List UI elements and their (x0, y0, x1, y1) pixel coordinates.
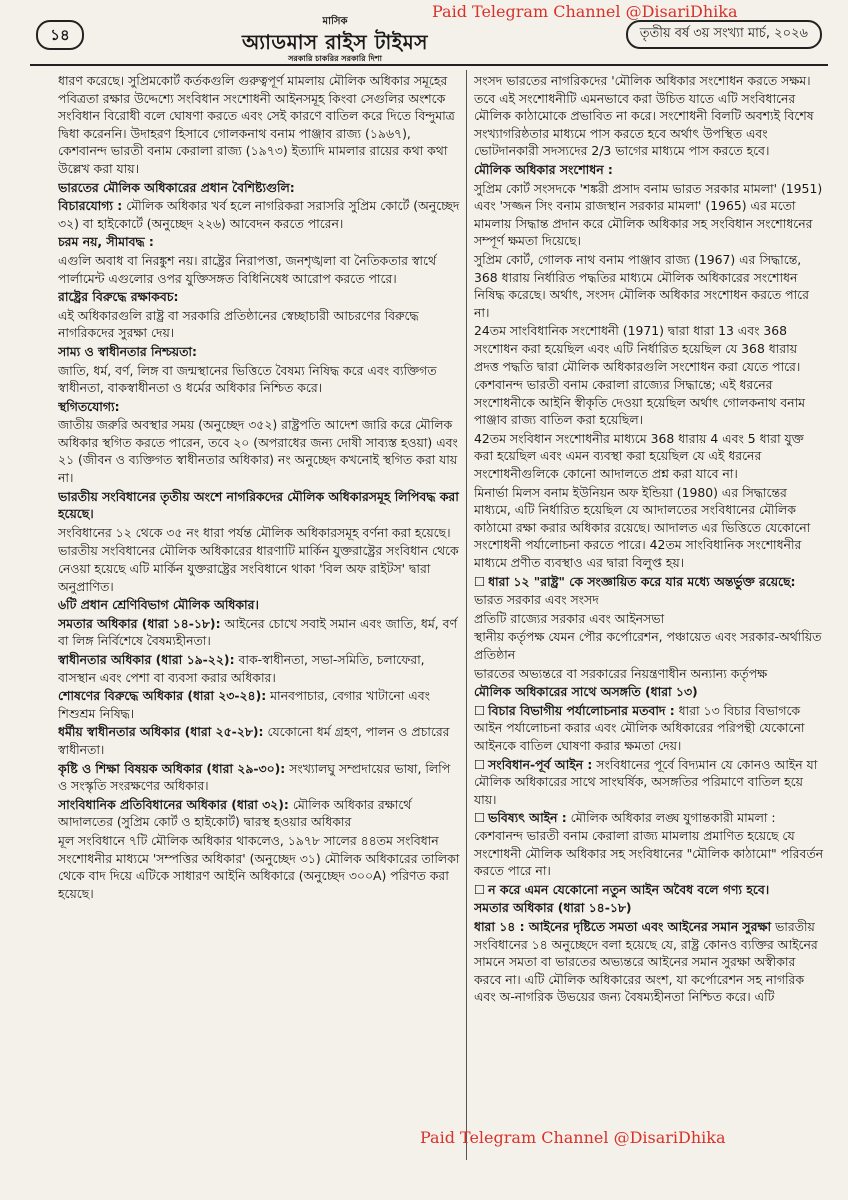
paragraph: মূল সংবিধানে ৭টি মৌলিক অধিকার থাকলেও, ১৯৭৮ সালের ৪৪তম সংবিধান সংশোধনীর মাধ্যমে 'সম্পত্তির অধিকার' (অনুচ্ছেদ ৩১) মৌলিক অধিকারের তালিকা থেকে বাদ দিয়ে এটিকে সাধারণ আইনি অধিকারে (অনুচ্ছেদ ৩০০A) পরিণত করা হয়েছে। (58, 832, 460, 901)
section-heading: স্থগিতযোগ্য: (58, 398, 120, 414)
item-label: সমতার অধিকার (ধারা ১৪-১৮): (58, 615, 221, 631)
item-label: বিচার বিভাগীয় পর্যালোচনার মতবাদ : (488, 702, 675, 718)
paragraph: জাতি, ধর্ম, বর্ণ, লিঙ্গ বা জন্মস্থানের ভিত্তিতে বৈষম্য নিষিদ্ধ করে এবং ব্যক্তিগত স্বাধীনতা, বাকস্বাধীনতা ও ধর্মের অধিকার নিশ্চিত করে। (58, 362, 437, 396)
checkbox-item (474, 702, 824, 755)
section-heading: সমতার অধিকার (ধারা ১৪-১৮) (474, 900, 632, 916)
item-label: বিচারযোগ্য : (58, 198, 123, 214)
item-label: স্বাধীনতার অধিকার (ধারা ১৯-২২): (58, 652, 235, 667)
right-column (474, 72, 824, 1170)
section-heading: সাম্য ও স্বাধীনতার নিশ্চয়তা: (58, 343, 197, 359)
paragraph: কেশবানন্দ ভারতী বনাম কেরালা রাজ্যের সিদ্ধান্তে; এই ধরনের সংশোধনীকে আইনি স্বীকৃতি দেওয়া হয়েছিল অর্থাৎ গোলকনাথ বনাম পাঞ্জাব রাজ্য বাতিল করা হয়েছিল। (474, 377, 805, 428)
paragraph: সুপ্রিম কোর্ট, গোলক নাথ বনাম পাঞ্জাব রাজ্য (1967) এর সিদ্ধান্তে, 368 ধারায় নির্ধারিত পদ্ধতির মাধ্যমে মৌলিক অধিকারের সংশোধন নিষিদ্ধ করেছে। অর্থাৎ, সংসদ মৌলিক অধিকার সংশোধন করতে পারে না। (474, 251, 809, 320)
watermark-top: Paid Telegram Channel @DisariDhika (432, 2, 738, 21)
page-header (30, 14, 828, 62)
item-text: ধারা ১৩ বিচার বিভাগকে আইন পর্যালোচনা করার এবং মৌলিক অধিকারের পরিপন্থী যেকোনো আইনকে বাতিল ঘোষণা করার ক্ষমতা দেয়। (474, 702, 805, 753)
list-item (58, 197, 462, 232)
item-text: মৌলিক অধিকার লঙ্ঘ যুগান্তকারী মামলা : কেশবানন্দ ভারতী বনাম কেরালা রাজ্য মামলায় প্রমাণিত হয়েছে যে সংশোধনী মৌলিক অধিকার সহ সংবিধানের "মৌলিক কাঠামো" পরিবর্তন করতে পারে না। (474, 810, 824, 879)
checkbox-item (474, 881, 824, 899)
left-column (58, 72, 462, 1170)
paragraph: 24তম সাংবিধানিক সংশোধনী (1971) দ্বারা ধারা 13 এবং 368 সংশোধন করা হয়েছিল এবং এটি নির্ধারিত হয়েছিল যে 368 ধারায় প্রদত্ত পদ্ধতি দ্বারা মৌলিক অধিকারগুলি সংশোধন করা যেতে পারে। (474, 323, 801, 374)
list-item (58, 615, 462, 650)
item-text: সংখ্যালঘু সম্প্রদায়ের ভাষা, লিপি ও সংস্কৃতি সংরক্ষণের অধিকার। (58, 760, 451, 794)
paragraph: ভারতীয় সংবিধানের মৌলিক অধিকারের ধারণাটি মার্কিন যুক্তরাষ্ট্রের সংবিধান থেকে নেওয়া হয়েছে এটি মার্কিন যুক্তরাষ্ট্রের সংবিধানে থাকা 'বিল অফ রাইটস' দ্বারা অনুপ্রাণিত। (58, 543, 459, 594)
column-divider (466, 70, 467, 1160)
item-text: মৌলিক অধিকার খর্ব হলে নাগরিকরা সরাসরি সুপ্রিম কোর্টে (অনুচ্ছেদ ৩২) বা হাইকোর্টে (অনুচ্ছেদ ২২৬) আবেদন করতে পারেন। (58, 198, 460, 231)
item-text: বাক-স্বাধীনতা, সভা-সমিতি, চলাফেরা, বাসস্থান এবং পেশা বা ব্যবসা করার অধিকার। (58, 652, 425, 685)
paragraph: মিনার্ভা মিলস বনাম ইউনিয়ন অফ ইন্ডিয়া (1980) এর সিদ্ধান্তের মাধ্যমে, এটি নির্ধারিত হয়েছিল যে আদালতের সংবিধানের মৌলিক কাঠামো রক্ষা করার অধিকার রয়েছে। আদালত এর ভিত্তিতে যেকোনো সংশোধনী পর্যালোচনা করতে পারে। 42তম সাংবিধানিক সংশোধনীর মাধ্যমে প্রণীত ব্যবস্থাও এর দ্বারা বিলুপ্ত হয়। (474, 484, 811, 571)
section-heading: ভারতের মৌলিক অধিকারের প্রধান বৈশিষ্ট্যগুলি: (58, 179, 295, 195)
checkbox-icon: ☐ (474, 756, 486, 772)
item-text: ধারা ১২ "রাষ্ট্র" কে সংজ্ঞায়িত করে যার মধ্যে অন্তর্ভুক্ত রয়েছে: (488, 573, 796, 589)
item-label: সাংবিধানিক প্রতিবিধানের অধিকার (ধারা ৩২): (58, 796, 289, 812)
item-label: ধর্মীয় স্বাধীনতার অধিকার (ধারা ২৫-২৮): (58, 724, 264, 740)
item-label: শোষণের বিরুদ্ধে অধিকার (ধারা ২৩-২৪): (58, 688, 267, 704)
section-heading: চরম নয়, সীমাবদ্ধ : (58, 234, 154, 250)
list-item (474, 918, 824, 1006)
item-text: মানবপাচার, বেগার খাটানো এবং শিশুশ্রম নিষিদ্ধ। (58, 688, 430, 721)
checkbox-item (474, 809, 824, 879)
checkbox-icon: ☐ (474, 573, 486, 589)
paragraph: ভারত সরকার এবং সংসদ (474, 592, 599, 608)
paragraph: জাতীয় জরুরি অবস্থার সময় (অনুচ্ছেদ ৩৫২) রাষ্ট্রপতি আদেশ জারি করে মৌলিক অধিকার স্থগিত করতে পারেন, তবে ২০ (অপরাধের জন্য দোষী সাব্যস্ত হওয়া) এবং ২১ (জীবন ও ব্যক্তিগত স্বাধীনতার অধিকার) নং অনুচ্ছেদ কখনোই স্থগিত করা যায় না। (58, 417, 458, 486)
list-item (58, 760, 462, 795)
watermark-bottom: Paid Telegram Channel @DisariDhika (420, 1128, 726, 1147)
item-text: যেকোনো ধর্ম গ্রহণ, পালন ও প্রচারের স্বাধীনতা। (58, 724, 450, 757)
item-text: ন করে এমন যেকোনো নতুন আইন অবৈধ বলে গণ্য হবে। (488, 881, 770, 897)
section-heading: ৬টি প্রধান শ্রেণিবিভাগ মৌলিক অধিকার। (58, 597, 259, 613)
paragraph: প্রতিটি রাজ্যের সরকার এবং আইনসভা (474, 610, 665, 626)
checkbox-icon: ☐ (474, 810, 486, 826)
list-item (58, 687, 462, 722)
item-text: সংবিধানের পূর্বে বিদ্যমান যে কোনও আইন যা মৌলিক অধিকারের সাথে সাংঘর্ষিক, অসঙ্গতির পরিমাণে বাতিল হয়ে যায়। (474, 756, 818, 807)
item-label: কৃষ্টি ও শিক্ষা বিষয়ক অধিকার (ধারা ২৯-৩০): (58, 760, 286, 776)
paragraph: 42তম সংবিধান সংশোধনীর মাধ্যমে 368 ধারায় 4 এবং 5 ধারা যুক্ত করা হয়েছিল এবং এমন ব্যবস্থা করা হয়েছিল যে এই ধরনের সংশোধনীগুলিকে কোনো আদালতে প্রশ্ন করা যাবে না। (474, 430, 804, 482)
item-text: মৌলিক অধিকার রক্ষার্থে আদালতের (সুপ্রিম কোর্ট ও হাইকোর্ট) দ্বারস্থ হওয়ার অধিকার (58, 796, 412, 830)
item-label: ভবিষ্যৎ আইন : (488, 810, 567, 826)
paragraph: সংবিধানের ১২ থেকে ৩৫ নং ধারা পর্যন্ত মৌলিক অধিকারসমূহ বর্ণনা করা হয়েছে। (58, 524, 451, 540)
item-text: আইনের চোখে সবাই সমান এবং জাতি, ধর্ম, বর্ণ বা লিঙ্গ নির্বিশেষে বৈষম্যহীনতা। (58, 615, 458, 649)
masthead-title: অ্যাডমাস রাইস টাইমস (241, 30, 429, 54)
section-heading: রাষ্ট্রের বিরুদ্ধে রক্ষাকবচ: (58, 289, 179, 305)
checkbox-icon: ☐ (474, 881, 486, 897)
paragraph: এই অধিকারগুলি রাষ্ট্র বা সরকারি প্রতিষ্ঠানের স্বেচ্ছাচারী আচরণের বিরুদ্ধে নাগরিকদের সুরক্ষা দেয়। (58, 307, 419, 341)
paragraph: ভারতের অভ্যন্তরে বা সরকারের নিয়ন্ত্রণাধীন অন্যান্য কর্তৃপক্ষ (474, 665, 768, 681)
paragraph: স্থানীয় কর্তৃপক্ষ যেমন পৌর কর্পোরেশন, পঞ্চায়েত এবং সরকার-অর্থায়িত প্রতিষ্ঠান (474, 629, 822, 662)
masthead-monthly: মাসিক (322, 16, 348, 27)
magazine-masthead (230, 14, 440, 66)
section-heading: ভারতীয় সংবিধানের তৃতীয় অংশে নাগরিকদের মৌলিক অধিকারসমূহ লিপিবদ্ধ করা হয়েছে। (58, 488, 459, 522)
header-rule (30, 64, 828, 66)
item-text: ভারতীয় সংবিধানের ১৪ অনুচ্ছেদে বলা হয়েছে যে, রাষ্ট্র কোনও ব্যক্তির আইনের সামনে সমতা বা ভারতের অভ্যন্তরে আইনের সমান সুরক্ষা অস্বীকার করবে না। এটি মৌলিক অধিকারের অংশ, যা কর্পোরেশন সহ নাগরিক এবং অ-নাগরিক উভয়ের জন্য বৈষম্যহীনতা নিশ্চিত করে। এটি (474, 918, 818, 1005)
page-number: ১৪ (36, 20, 84, 50)
list-item (58, 796, 462, 831)
issue-info: তৃতীয় বর্ষ ৩য় সংখ্যা মার্চ, ২০২৬ (626, 20, 822, 49)
list-item (58, 723, 462, 758)
paragraph: ধারণ করেছে। সুপ্রিমকোর্ট কর্তকগুলি গুরুত্বপূর্ণ মামলায় মৌলিক অধিকার সমূহের পবিত্রতা রক্ষার উদ্দেশ্যে সংবিধান সংশোধনী আইনসমূহ কিংবা সেগুলির অংশকে সংবিধান বিরোধী বলে ঘোষণা করতে এবং সেই কারণে বাতিল করে দিতে বিন্দুমাত্র দ্বিধা করেননি। উদাহরণ হিসাবে গোলকনাথ বনাম পাঞ্জাব রাজ্য (১৯৬৭), কেশবানন্দ ভারতী বনাম কেরালা রাজ্য (১৯৭৩) ইত্যাদি মামলার রায়ের কথা কথা উল্লেখ করা যায়। (58, 73, 455, 176)
checkbox-icon: ☐ (474, 702, 486, 718)
list-item (58, 651, 462, 686)
paragraph: এগুলি অবাধ বা নিরঙ্কুশ নয়। রাষ্ট্রের নিরাপত্তা, জনশৃঙ্খলা বা নৈতিকতার স্বার্থে পার্লামেন্ট এগুলোর ওপর যুক্তিসঙ্গত বিধিনিষেধ আরোপ করতে পারে। (58, 252, 436, 286)
checkbox-item (474, 573, 824, 591)
item-label: সংবিধান-পূর্ব আইন : (488, 756, 593, 772)
masthead-tagline: সরকারি চাকরির সরকারি দিশা (288, 54, 382, 63)
section-heading: মৌলিক অধিকার সংশোধন : (474, 161, 613, 177)
item-label: ধারা ১৪ : আইনের দৃষ্টিতে সমতা এবং আইনের সমান সুরক্ষা (474, 918, 772, 934)
section-heading: মৌলিক অধিকারের সাথে অসঙ্গতি (ধারা ১৩) (474, 684, 698, 700)
checkbox-item (474, 756, 824, 809)
paragraph: সংসদ ভারতের নাগরিকদের 'মৌলিক অধিকার সংশোধন করতে সক্ষম। তবে এই সংশোধনীটি এমনভাবে করা উচিত যাতে এটি সংবিধানের মৌলিক কাঠামোকে প্রভাবিত না করে। সংশোধনী বিলটি অবশ্যই বিশেষ সংখ্যাগরিষ্ঠতার মাধ্যমে পাস করতে হবে অর্থাৎ উপস্থিত এবং ভোটদানকারী সদস্যদের 2/3 ভাগের মাধ্যমে পাস করতে হবে। (474, 73, 814, 159)
paragraph: সুপ্রিম কোর্ট সংসদকে 'শঙ্করী প্রসাদ বনাম ভারত সরকার মামলা' (1951) এবং 'সজ্জন সিং বনাম রাজস্থান সরকার মামলা' (1965) এর মতো মামলায় সিদ্ধান্ত প্রদান করে মৌলিক অধিকার সহ সংবিধান সংশোধনের সম্পূর্ণ ক্ষমতা দিয়েছে। (474, 180, 823, 249)
